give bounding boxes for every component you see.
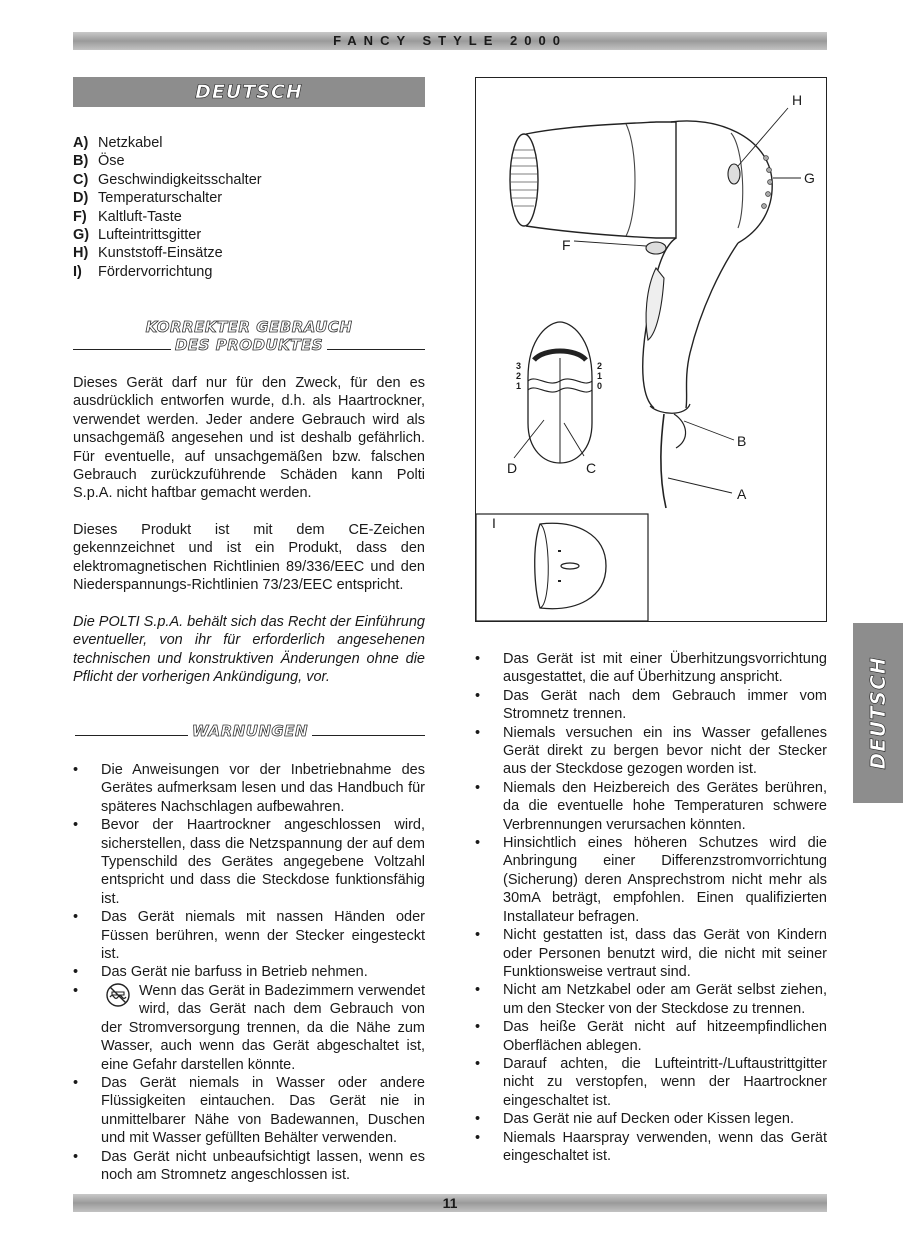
page-number: 11 [442,1195,458,1211]
hairdryer-illustration [476,78,826,621]
bullet: • [73,1074,79,1091]
usage-section-heading [73,318,425,354]
part-item [73,171,425,189]
heading-rule [312,735,425,736]
warning-text: Nicht am Netzkabel oder am Gerät selbst ziehen, um den Stecker von der Steckdose zu trennen. [503,982,827,1017]
part-label: Fördervorrichtung [98,263,213,280]
bullet: • [475,724,481,741]
part-label: Geschwindigkeitsschalter [98,171,262,188]
warning-item [73,1148,425,1185]
figure-label-a: A [737,486,747,502]
usage-paragraph: Dieses Gerät darf nur für den Zweck, für den es ausdrücklich entworfen wurde, d.h. als Haartrockner, verwendet werden. Jeder andere Gebrauch wird als unsachgemäß angesehen und ist deshalb gefährlich. Für eventuelle, auf unsachgemäßen bzw. falschen Gebrauch zurückzuführende Schäden kann Polti S.p.A. nicht haftbar gemacht werden. [73,375,425,502]
warning-text: Niemals versuchen ein ins Wasser gefallenes Gerät direkt zu bergen bevor nicht der Stecker aus der Steckdose gezogen worden ist. [503,724,827,778]
warning-item [475,1055,827,1110]
warning-text: Das Gerät ist mit einer Überhitzungsvorrichtung ausgestattet, die auf Überhitzung anspricht. [503,651,827,686]
no-water-icon [101,982,135,1008]
bullet: • [475,982,481,999]
switch-mark-left-1: 1 [516,381,522,391]
warning-text: Wenn das Gerät in Badezimmern verwendet wird, das Gerät nach dem Gebrauch von der Stromversorgung trennen, da die Nähe zum Wasser, auch wenn das Gerät abgeschaltet ist, eine Gefahr darstellen könnte. [101,982,425,1073]
header-bar [73,32,827,50]
warnings-section-heading [73,722,425,740]
hairdryer-figure [475,77,827,622]
warning-text: Bevor der Haartrockner angeschlossen wird, sicherstellen, dass die Netzspannung der auf dem Typenschild des Gerätes angegebene Voltzahl entspricht und dass die Steckdose funktionsfähig ist. [101,817,425,907]
section-heading-text: DEUTSCH [195,81,303,103]
bullet: • [73,909,79,926]
heading-rule [75,735,188,736]
warning-text: Darauf achten, die Lufteintritt-/Luftaustrittgitter nicht zu verstopfen, wenn der Haartrockner eingeschaltet ist. [503,1055,827,1109]
part-key: C) [73,171,89,188]
bullet: • [475,779,481,796]
heading-rule [327,349,425,350]
warning-text: Das Gerät nie barfuss in Betrieb nehmen. [101,964,368,981]
part-key: G) [73,227,90,244]
disclaimer-paragraph: Die POLTI S.p.A. behält sich das Recht der Einführung eventueller, von ihr für erforderlich angesehenen technischen und konstruktiven Änderungen ohne die Pflicht der vorherigen Ankündigung, vor. [73,614,425,686]
part-label: Lufteintrittsgitter [98,227,202,244]
part-item [73,244,425,262]
warning-item [73,1074,425,1148]
footer-bar [73,1194,827,1212]
warning-item [475,1110,827,1128]
warning-item [475,1018,827,1055]
figure-label-b: B [737,433,747,449]
parts-list [73,134,425,281]
part-item [73,226,425,244]
warning-item [475,650,827,687]
warning-text: Niemals Haarspray verwenden, wenn das Gerät eingeschaltet ist. [503,1129,827,1164]
warning-item [475,926,827,981]
warnings-list-right [475,650,827,1165]
switch-mark-right-1: 1 [597,371,603,381]
bullet: • [475,687,481,704]
warning-item [475,981,827,1018]
figure-label-h: H [792,92,803,108]
warning-text: Das Gerät nicht unbeaufsichtigt lassen, wenn es noch am Stromnetz angeschlossen ist. [101,1148,425,1183]
part-item [73,189,425,207]
figure-label-g: G [804,170,815,186]
warning-item [73,982,425,1074]
part-item [73,208,425,226]
warning-text: Das Gerät niemals in Wasser oder andere Flüssigkeiten eintauchen. Das Gerät nie in unmittelbarer Nähe von Badewannen, Duschen und mit Wasser gefüllten Behälter verwenden. [101,1074,425,1147]
warning-text: Das Gerät nach dem Gebrauch immer vom Stromnetz trennen. [503,687,827,723]
bullet: • [475,1129,481,1146]
bullet: • [475,835,481,852]
part-item [73,134,425,152]
heading-rule [73,349,171,350]
warning-item [73,963,425,981]
switch-mark-left-2: 2 [516,371,522,381]
part-label: Kaltluft-Taste [98,208,182,225]
language-side-tab [853,623,903,803]
part-key: A) [73,135,89,151]
part-label: Kunststoff-Einsätze [98,245,223,262]
warning-item [475,1129,827,1166]
switch-mark-right-0: 0 [597,381,603,391]
switch-mark-left-3: 3 [516,361,522,371]
bullet: • [475,651,481,667]
warning-item [475,779,827,834]
warning-item [475,834,827,926]
section-heading-deutsch [73,77,425,107]
language-side-tab-text: DEUTSCH [866,656,890,770]
part-item [73,263,425,281]
warnings-heading-text: WARNUNGEN [191,722,309,740]
warning-item [475,724,827,779]
bullet: • [73,982,79,999]
warning-item [73,761,425,816]
warning-text: Das Gerät niemals mit nassen Händen oder Füssen berühren, wenn der Stecker eingesteckt ist. [101,909,425,963]
figure-label-d: D [507,460,518,476]
bullet: • [73,964,79,981]
bullet: • [73,1148,79,1165]
warning-item [73,816,425,908]
warning-text: Das Gerät nie auf Decken oder Kissen legen. [503,1111,794,1128]
usage-heading-line1: KORREKTER GEBRAUCH [145,318,353,336]
part-key: B) [73,153,89,170]
part-key: I) [73,263,82,280]
warnings-list-left [73,761,425,1184]
warning-text: Nicht gestatten ist, dass das Gerät von Kindern oder Personen benutzt wird, die nicht mit seiner Funktionsweise vertraut sind. [503,927,827,980]
warning-item [475,687,827,724]
warning-text: Das heiße Gerät nicht auf hitzeempfindlichen Oberflächen ablegen. [503,1019,827,1054]
part-key: D) [73,190,89,207]
part-key: H) [73,245,89,262]
ce-paragraph: Dieses Produkt ist mit dem CE-Zeichen gekennzeichnet und ist ein Produkt, dass den elektromagnetischen Richtlinien 89/336/EEC und den Niederspannungs-Richtlinien 73/23/EEC entspricht. [73,522,425,594]
bullet: • [475,1019,481,1036]
bullet: • [475,1111,481,1128]
bullet: • [73,762,79,778]
warning-text: Die Anweisungen vor der Inbetriebnahme des Gerätes aufmerksam lesen und das Handbuch für späteres Nachschlagen aufbewahren. [101,762,425,815]
warning-text: Niemals den Heizbereich des Gerätes berühren, da die eventuelle hohe Temperaturen schwere Verbrennungen verursachen könnten. [503,779,827,833]
part-label: Netzkabel [98,135,163,151]
document-title: FANCY STYLE 2000 [333,33,567,48]
part-label: Öse [98,153,125,170]
figure-label-i: I [492,515,496,531]
switch-mark-right-2: 2 [597,361,603,371]
figure-label-c: C [586,460,597,476]
warning-text: Hinsichtlich eines höheren Schutzes wird die Anbringung einer Differenzstromvorrichtung (Sicherung) deren Ansprechstrom nicht mehr als 30mA beträgt, empfohlen. Einen qualifizierten Installateur befragen. [503,835,827,925]
part-label: Temperaturschalter [98,190,223,207]
part-key: F) [73,208,87,225]
usage-heading-line2: DES PRODUKTES [174,336,324,354]
figure-label-f: F [562,237,571,253]
bullet: • [73,817,79,834]
warning-item [73,908,425,963]
bullet: • [475,1055,481,1072]
part-item [73,152,425,170]
bullet: • [475,927,481,944]
